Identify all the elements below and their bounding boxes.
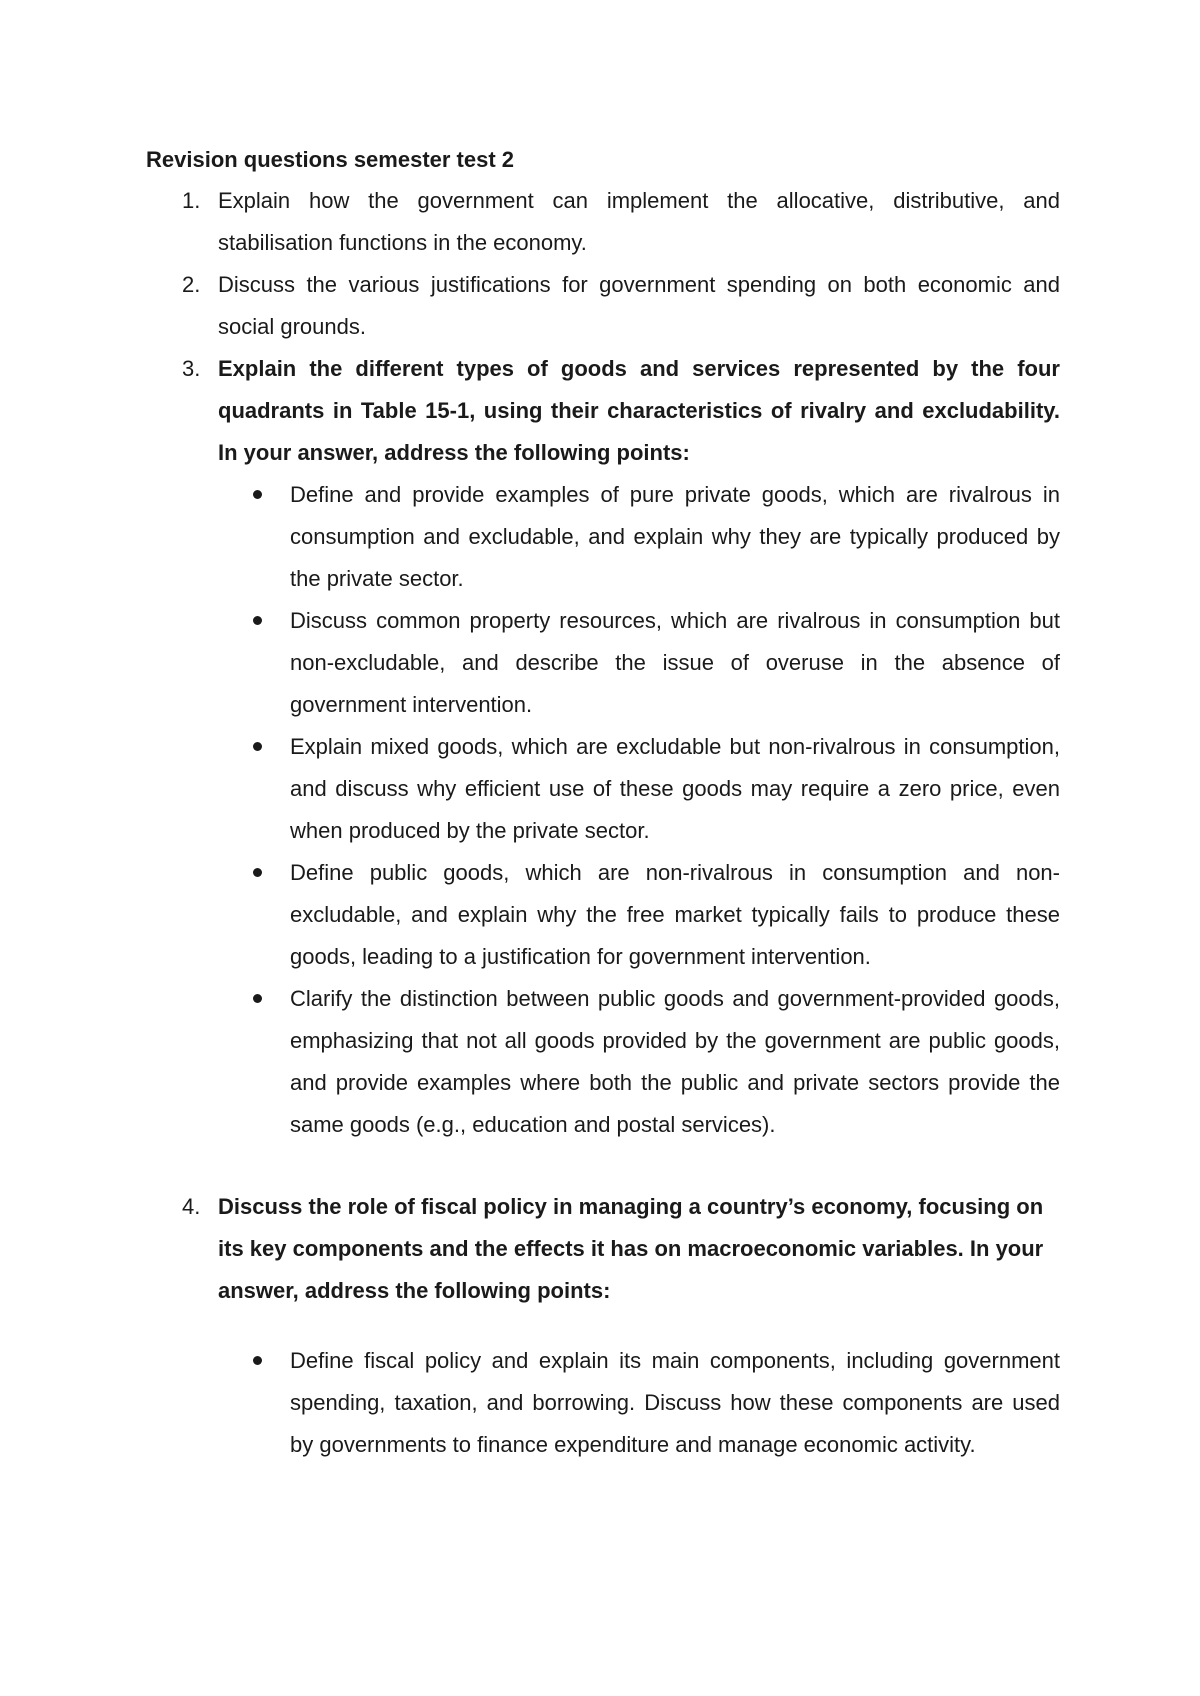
question-1 [146, 180, 1060, 264]
list-item [290, 978, 1060, 1146]
question-4-bullet-list [290, 1340, 1060, 1466]
list-item [290, 600, 1060, 726]
bullet-icon [253, 994, 262, 1003]
bullet-icon [253, 1356, 262, 1365]
bullet-icon [253, 868, 262, 877]
question-2 [146, 264, 1060, 348]
question-text: Explain how the government can implement the allocative, distributive, and stabilisation functions in the economy. [218, 188, 1060, 255]
list-item-text: Discuss common property resources, which are rivalrous in consumption but non-excludable, and describe the issue of overuse in the absence of government intervention. [290, 608, 1060, 717]
question-3-bullet-list [290, 474, 1060, 1146]
bullet-icon [253, 490, 262, 499]
question-text: Discuss the role of fiscal policy in managing a country’s economy, focusing on its key components and the effects it has on macroeconomic variables. In your answer, address the following points: [218, 1194, 1044, 1303]
question-text: Explain the different types of goods and services represented by the four quadrants in Table 15-1, using their characteristics of rivalry and excludability. In your answer, address the following points: [218, 356, 1060, 465]
list-item-text: Explain mixed goods, which are excludable but non-rivalrous in consumption, and discuss why efficient use of these goods may require a zero price, even when produced by the private sector. [290, 734, 1060, 843]
question-4 [146, 1186, 1060, 1312]
list-item [290, 726, 1060, 852]
question-number: 1. [182, 188, 201, 213]
list-item [290, 852, 1060, 978]
list-item-text: Define fiscal policy and explain its main components, including government spending, taxation, and borrowing. Discuss how these components are used by governments to finance expenditure and manage economic activity. [290, 1348, 1060, 1457]
list-item-text: Define public goods, which are non-rivalrous in consumption and non-excludable, and explain why the free market typically fails to produce these goods, leading to a justification for government intervention. [290, 860, 1060, 969]
question-3 [146, 348, 1060, 474]
list-item [290, 1340, 1060, 1466]
question-number: 2. [182, 272, 201, 297]
document-title: Revision questions semester test 2 [146, 147, 515, 172]
list-item-text: Clarify the distinction between public goods and government-provided goods, emphasizing that not all goods provided by the government are public goods, and provide examples where both the public and private sectors provide the same goods (e.g., education and postal services). [290, 986, 1060, 1137]
bullet-icon [253, 742, 262, 751]
bullet-icon [253, 616, 262, 625]
question-number: 4. [182, 1194, 201, 1219]
question-number: 3. [182, 356, 201, 381]
list-item [290, 474, 1060, 600]
question-text: Discuss the various justifications for government spending on both economic and social grounds. [218, 272, 1060, 339]
list-item-text: Define and provide examples of pure private goods, which are rivalrous in consumption and excludable, and explain why they are typically produced by the private sector. [290, 482, 1060, 591]
